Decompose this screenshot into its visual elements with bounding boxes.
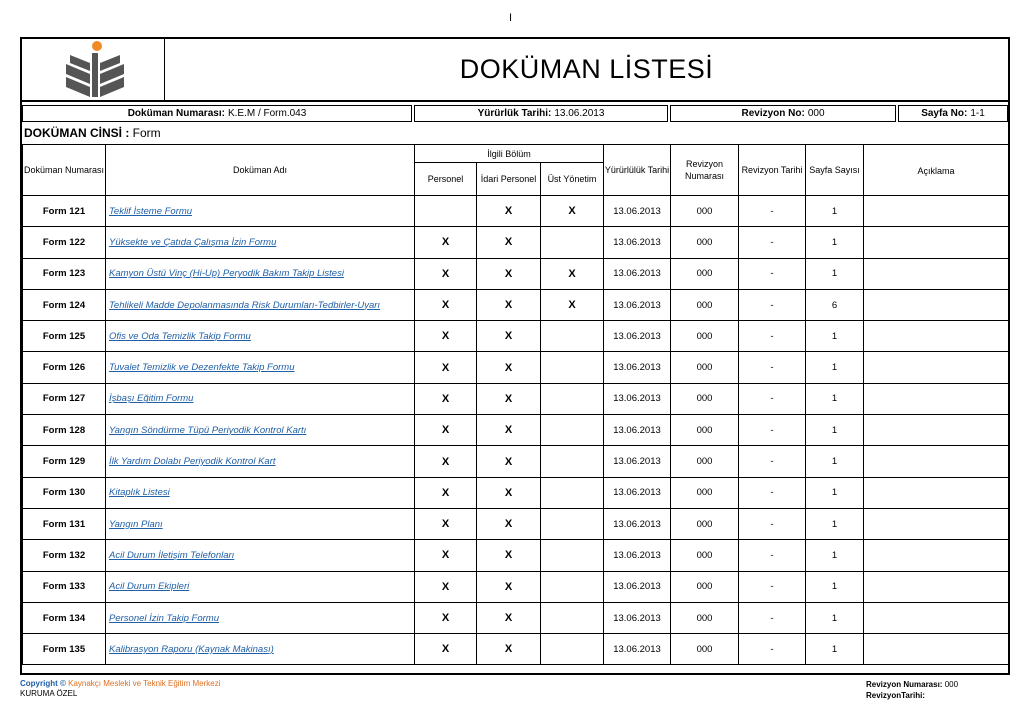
notes-cell (864, 258, 1009, 289)
top-mgmt-mark-cell (541, 602, 604, 633)
effective-date-cell: 13.06.2013 (604, 508, 671, 539)
effective-date-cell: 13.06.2013 (604, 540, 671, 571)
page-count-cell: 1 (806, 602, 864, 633)
personnel-mark-cell: X (415, 352, 477, 383)
table-row (23, 383, 1009, 414)
col-revision-no: Revizyon Numarası (671, 145, 739, 196)
admin-mark-cell: X (477, 508, 541, 539)
revision-no-cell: 000 (671, 571, 739, 602)
admin-mark-cell: X (477, 289, 541, 320)
page-count-cell: 1 (806, 196, 864, 227)
table-row (23, 446, 1009, 477)
revision-no-cell: 000 (671, 446, 739, 477)
effective-date-label: Yürürlük Tarihi: (477, 108, 552, 119)
notes-cell (864, 415, 1009, 446)
doc-link[interactable]: Ofis ve Oda Temizlik Takip Formu (109, 330, 251, 342)
revision-date-cell: - (739, 634, 806, 665)
col-admin: İdari Personel (477, 163, 541, 196)
revision-date-cell: - (739, 446, 806, 477)
doc-name-cell (106, 258, 415, 289)
doc-code-cell: Form 131 (23, 508, 106, 539)
doc-code-cell: Form 122 (23, 227, 106, 258)
col-page-count: Sayfa Sayısı (806, 145, 864, 196)
col-effective-date: Yürürlülük Tarihi (604, 145, 671, 196)
revision-date-cell: - (739, 321, 806, 352)
col-notes: Açıklama (864, 145, 1009, 196)
top-mgmt-mark-cell (541, 227, 604, 258)
personnel-mark-cell: X (415, 383, 477, 414)
effective-date-cell: 13.06.2013 (604, 383, 671, 414)
footer-left (20, 679, 220, 699)
top-mgmt-mark-cell (541, 508, 604, 539)
revision-date-cell: - (739, 602, 806, 633)
revision-date-cell: - (739, 383, 806, 414)
doc-number-label: Doküman Numarası: (127, 108, 225, 119)
page-count-cell: 1 (806, 508, 864, 539)
col-top-mgmt: Üst Yönetim (541, 163, 604, 196)
doc-code-cell: Form 132 (23, 540, 106, 571)
doc-code-cell: Form 130 (23, 477, 106, 508)
top-mgmt-mark-cell (541, 383, 604, 414)
doc-code-cell: Form 133 (23, 571, 106, 602)
table-row (23, 352, 1009, 383)
revision-no-cell: 000 (671, 289, 739, 320)
doc-number-value: K.E.M / Form.043 (227, 108, 307, 119)
page-number-field (898, 105, 1008, 122)
footer-right (866, 679, 958, 701)
page-count-cell: 1 (806, 258, 864, 289)
doc-code-cell: Form 121 (23, 196, 106, 227)
revision-date-cell: - (739, 508, 806, 539)
personnel-mark-cell: X (415, 602, 477, 633)
top-mgmt-mark-cell: X (541, 289, 604, 320)
page-count-cell: 1 (806, 321, 864, 352)
table-body (23, 196, 1009, 665)
revision-no-cell: 000 (671, 634, 739, 665)
revision-no-cell: 000 (671, 508, 739, 539)
doc-code-cell: Form 128 (23, 415, 106, 446)
revision-no-cell: 000 (671, 383, 739, 414)
table-row (23, 477, 1009, 508)
table-row (23, 508, 1009, 539)
admin-mark-cell: X (477, 571, 541, 602)
notes-cell (864, 540, 1009, 571)
doc-name-cell (106, 383, 415, 414)
page-count-cell: 1 (806, 477, 864, 508)
organization-name: Kaynakçı Mesleki ve Teknik Eğitim Merkezi (68, 679, 221, 688)
notes-cell (864, 571, 1009, 602)
table-row (23, 196, 1009, 227)
col-dept: İlgili Bölüm (415, 145, 604, 163)
doc-link[interactable]: Kalibrasyon Raporu (Kaynak Makinası) (109, 643, 274, 655)
doc-name-cell (106, 289, 415, 320)
table-row (23, 415, 1009, 446)
admin-mark-cell: X (477, 352, 541, 383)
top-mgmt-mark-cell (541, 446, 604, 477)
logo-cell (22, 39, 165, 100)
personnel-mark-cell: X (415, 477, 477, 508)
table-row (23, 258, 1009, 289)
doc-type (24, 126, 161, 140)
admin-mark-cell: X (477, 415, 541, 446)
notes-cell (864, 508, 1009, 539)
doc-type-value: Form (132, 126, 161, 140)
notes-cell (864, 634, 1009, 665)
doc-code-cell: Form 124 (23, 289, 106, 320)
doc-name-cell (106, 415, 415, 446)
top-mgmt-mark-cell (541, 540, 604, 571)
doc-code-cell: Form 135 (23, 634, 106, 665)
doc-link[interactable]: Acil Durum Ekipleri (109, 581, 190, 593)
revision-no-cell: 000 (671, 196, 739, 227)
effective-date-cell: 13.06.2013 (604, 289, 671, 320)
doc-code-cell: Form 125 (23, 321, 106, 352)
effective-date-cell: 13.06.2013 (604, 571, 671, 602)
doc-name-cell (106, 321, 415, 352)
personnel-mark-cell: X (415, 227, 477, 258)
effective-date-cell: 13.06.2013 (604, 415, 671, 446)
page-title: DOKÜMAN LİSTESİ (459, 54, 714, 84)
doc-name-cell (106, 227, 415, 258)
doc-type-label: DOKÜMAN CİNSİ : (24, 126, 130, 140)
revision-no-cell: 000 (671, 321, 739, 352)
top-mgmt-mark-cell (541, 477, 604, 508)
notes-cell (864, 352, 1009, 383)
notes-cell (864, 602, 1009, 633)
doc-name-cell (106, 634, 415, 665)
revision-no-cell: 000 (671, 415, 739, 446)
top-mgmt-mark-cell (541, 634, 604, 665)
admin-mark-cell: X (477, 477, 541, 508)
revision-date-cell: - (739, 571, 806, 602)
doc-code-cell: Form 123 (23, 258, 106, 289)
page-count-cell: 1 (806, 634, 864, 665)
effective-date-cell: 13.06.2013 (604, 196, 671, 227)
page-count-cell: 1 (806, 383, 864, 414)
top-mgmt-mark-cell (541, 352, 604, 383)
top-mgmt-mark-cell: X (541, 258, 604, 289)
revision-date-cell: - (739, 352, 806, 383)
revision-no-cell: 000 (671, 602, 739, 633)
personnel-mark-cell: X (415, 258, 477, 289)
effective-date-cell: 13.06.2013 (604, 321, 671, 352)
doc-name-cell (106, 540, 415, 571)
notes-cell (864, 227, 1009, 258)
page-count-cell: 1 (806, 446, 864, 477)
table-row (23, 602, 1009, 633)
footer-rev-no-label: Revizyon Numarası: (866, 680, 943, 689)
document-header (22, 39, 1008, 102)
revision-date-cell: - (739, 540, 806, 571)
notes-cell (864, 196, 1009, 227)
col-revision-date: Revizyon Tarihi (739, 145, 806, 196)
admin-mark-cell: X (477, 196, 541, 227)
doc-name-cell (106, 571, 415, 602)
revision-date-cell: - (739, 477, 806, 508)
col-doc-no: Doküman Numarası (23, 145, 106, 196)
personnel-mark-cell: X (415, 289, 477, 320)
doc-link[interactable]: Teklif İsteme Formu (109, 205, 193, 217)
personnel-mark-cell: X (415, 321, 477, 352)
page-count-cell: 1 (806, 415, 864, 446)
page-count-cell: 6 (806, 289, 864, 320)
table-row (23, 571, 1009, 602)
doc-number-field (22, 105, 412, 122)
document-table (22, 144, 1009, 665)
doc-name-cell (106, 508, 415, 539)
revision-date-cell: - (739, 258, 806, 289)
copyright-label: Copyright © (20, 679, 66, 688)
top-mgmt-mark-cell (541, 571, 604, 602)
doc-name-cell (106, 446, 415, 477)
institution-logo-icon (22, 39, 165, 100)
revision-no-cell: 000 (671, 540, 739, 571)
table-row (23, 321, 1009, 352)
revision-value: 000 (807, 108, 825, 119)
personnel-mark-cell: X (415, 508, 477, 539)
admin-mark-cell: X (477, 258, 541, 289)
doc-link[interactable]: Tehlikeli Madde Depolanmasında Risk Durumları-Tedbirler-Uyarı (109, 299, 381, 311)
doc-code-cell: Form 127 (23, 383, 106, 414)
effective-date-cell: 13.06.2013 (604, 227, 671, 258)
table-row (23, 227, 1009, 258)
admin-mark-cell: X (477, 383, 541, 414)
page-count-cell: 1 (806, 571, 864, 602)
revision-no-cell: 000 (671, 227, 739, 258)
doc-code-cell: Form 126 (23, 352, 106, 383)
effective-date-cell: 13.06.2013 (604, 477, 671, 508)
table-row (23, 289, 1009, 320)
confidential-label: KURUMA ÖZEL (20, 689, 78, 698)
revision-no-cell: 000 (671, 477, 739, 508)
footer-rev-no-value: 000 (944, 680, 959, 689)
doc-link[interactable]: İlk Yardım Dolabı Periyodik Kontrol Kart (109, 456, 276, 468)
page-number-value: 1-1 (970, 108, 985, 119)
revision-field (670, 105, 896, 122)
doc-link[interactable]: Acil Durum İletişim Telefonları (109, 549, 235, 561)
effective-date-value: 13.06.2013 (554, 108, 605, 119)
col-personnel: Personel (415, 163, 477, 196)
col-doc-name: Doküman Adı (106, 145, 415, 196)
doc-name-cell (106, 196, 415, 227)
top-mgmt-mark-cell (541, 415, 604, 446)
notes-cell (864, 289, 1009, 320)
effective-date-cell: 13.06.2013 (604, 634, 671, 665)
doc-link[interactable]: Tuvalet Temizlik ve Dezenfekte Takip Formu (109, 362, 295, 374)
doc-code-cell: Form 134 (23, 602, 106, 633)
doc-link[interactable]: Yüksekte ve Çatıda Çalışma İzin Formu (109, 236, 277, 248)
admin-mark-cell: X (477, 540, 541, 571)
revision-no-cell: 000 (671, 258, 739, 289)
personnel-mark-cell: X (415, 571, 477, 602)
admin-mark-cell: X (477, 602, 541, 633)
personnel-mark-cell: X (415, 446, 477, 477)
page-mark: I (509, 12, 513, 24)
doc-code-cell: Form 129 (23, 446, 106, 477)
admin-mark-cell: X (477, 321, 541, 352)
revision-no-cell: 000 (671, 352, 739, 383)
notes-cell (864, 446, 1009, 477)
revision-date-cell: - (739, 196, 806, 227)
table-row (23, 634, 1009, 665)
table-row (23, 540, 1009, 571)
effective-date-cell: 13.06.2013 (604, 602, 671, 633)
top-mgmt-mark-cell: X (541, 196, 604, 227)
page-count-cell: 1 (806, 540, 864, 571)
effective-date-field (414, 105, 668, 122)
personnel-mark-cell (415, 196, 477, 227)
revision-date-cell: - (739, 227, 806, 258)
revision-date-cell: - (739, 415, 806, 446)
admin-mark-cell: X (477, 446, 541, 477)
top-mgmt-mark-cell (541, 321, 604, 352)
page-count-cell: 1 (806, 352, 864, 383)
personnel-mark-cell: X (415, 634, 477, 665)
admin-mark-cell: X (477, 227, 541, 258)
notes-cell (864, 383, 1009, 414)
doc-name-cell (106, 602, 415, 633)
page-count-cell: 1 (806, 227, 864, 258)
revision-date-cell: - (739, 289, 806, 320)
doc-name-cell (106, 352, 415, 383)
admin-mark-cell: X (477, 634, 541, 665)
personnel-mark-cell: X (415, 415, 477, 446)
doc-link[interactable]: Kamyon Üstü Vinç (Hi-Up) Peryodik Bakım Takip Listesi (109, 268, 344, 280)
effective-date-cell: 13.06.2013 (604, 258, 671, 289)
effective-date-cell: 13.06.2013 (604, 446, 671, 477)
footer-rev-date-label: RevizyonTarihi: (866, 691, 925, 700)
notes-cell (864, 477, 1009, 508)
doc-link[interactable]: Personel İzin Takip Formu (109, 612, 220, 624)
personnel-mark-cell: X (415, 540, 477, 571)
doc-link[interactable]: İşbaşı Eğitim Formu (109, 393, 194, 405)
effective-date-cell: 13.06.2013 (604, 352, 671, 383)
doc-link[interactable]: Yangın Planı (109, 518, 163, 530)
doc-link[interactable]: Yangın Söndürme Tüpü Periyodik Kontrol Kartı (109, 424, 307, 436)
notes-cell (864, 321, 1009, 352)
revision-label: Revizyon No: (741, 108, 805, 119)
doc-link[interactable]: Kitaplık Listesi (109, 487, 170, 499)
page-number-label: Sayfa No: (921, 108, 968, 119)
doc-name-cell (106, 477, 415, 508)
